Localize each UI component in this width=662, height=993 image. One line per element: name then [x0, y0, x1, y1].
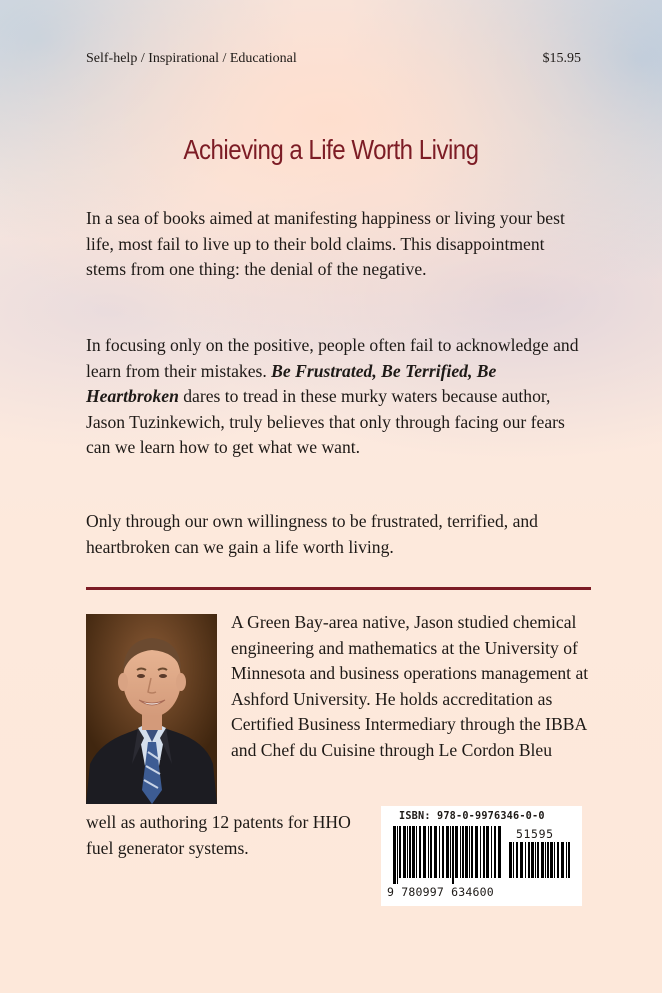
barcode-bar: [439, 826, 440, 878]
price-label: $15.95: [542, 51, 581, 66]
section-divider: [86, 587, 591, 590]
barcode-bar: [547, 842, 549, 878]
barcode-bar: [541, 842, 544, 878]
barcode-bar: [434, 826, 437, 878]
barcode-bar: [520, 842, 523, 878]
barcode-bar: [462, 826, 464, 878]
barcode-bar: [535, 842, 536, 878]
author-bio-continued: well as authoring 12 patents for HHO fuel generator systems.: [86, 812, 351, 858]
barcode-bar: [419, 826, 421, 878]
author-photo: [86, 614, 217, 804]
blurb-paragraph-2-end: dares to tread in these murky waters because author, Jason Tuzinkewich, truly believes that only through facing our fears can we learn how to get what we want.: [86, 386, 565, 457]
barcode-bar: [423, 826, 426, 878]
barcode-bar: [491, 826, 492, 878]
barcode-bar: [471, 826, 473, 878]
genre-label: Self-help / Inspirational / Educational: [86, 51, 297, 66]
barcode-bar: [561, 842, 564, 878]
barcode-bar: [557, 842, 559, 878]
barcode-bar: [397, 826, 398, 884]
barcode-bar: [509, 842, 512, 878]
barcode-bar: [475, 826, 478, 878]
barcode-bar: [428, 826, 429, 878]
barcode-bar: [486, 826, 489, 878]
ean-number: 9 780997 634600: [387, 885, 494, 899]
barcode-bar: [545, 842, 546, 878]
barcode-bar: [442, 826, 444, 878]
barcode-bar: [498, 826, 501, 878]
barcode-bar: [452, 826, 454, 884]
barcode-bar: [455, 826, 458, 878]
barcode-bar: [403, 826, 406, 878]
book-title-emphasis: Be Frustrated, Be Terrified, Be Heartbroken: [86, 360, 497, 406]
blurb-paragraph-2: [86, 333, 586, 461]
barcode-bar: [483, 826, 485, 878]
barcode-bar: [513, 842, 514, 878]
addon-barcode-icon: [509, 842, 573, 884]
barcode-bar: [554, 842, 555, 878]
book-title-heading: Achieving a Life Worth Living: [183, 134, 479, 165]
barcode-bar: [409, 826, 411, 878]
barcode-icon: [393, 826, 503, 884]
barcode-bar: [516, 842, 518, 878]
barcode-bar: [531, 842, 534, 878]
barcode-bar: [469, 826, 470, 878]
author-bio: A Green Bay-area native, Jason studied chemical engineering and mathematics at the University of Minnesota and business operations management at Ashford University. He holds accreditation as Certified Business Intermediary through the IBBA and Chef du Cuisine through Le Cordon Bleu: [231, 612, 589, 760]
barcode-bar: [407, 826, 408, 878]
barcode-bar: [494, 826, 496, 878]
barcode-bar: [412, 826, 415, 878]
blurb-paragraph-1: In a sea of books aimed at manifesting happiness or living your best life, most fail to live up to their bold claims. This disappointment stems from one thing: the denial of the negative.: [86, 208, 565, 279]
barcode-bar: [430, 826, 432, 878]
barcode-bar: [450, 826, 451, 878]
price-addon-number: 51595: [516, 827, 554, 841]
isbn-label: ISBN: 978-0-9976346-0-0: [399, 811, 545, 822]
author-portrait-illustration: [86, 614, 217, 804]
barcode-bar: [566, 842, 567, 878]
barcode-bar: [460, 826, 461, 878]
barcode-bar: [550, 842, 553, 878]
barcode-bar: [525, 842, 526, 878]
blurb-paragraph-3: Only through our own willingness to be frustrated, terrified, and heartbroken can we gain a life worth living.: [86, 511, 538, 557]
barcode-bar: [416, 826, 417, 878]
barcode-bar: [537, 842, 539, 878]
barcode-bar: [465, 826, 468, 878]
blurb-paragraph-2-start: In focusing only on the positive, people often fail to acknowledge and learn from their mistakes.: [86, 335, 579, 381]
barcode-bar: [568, 842, 570, 878]
barcode-bar: [480, 826, 481, 878]
barcode-bar: [446, 826, 449, 878]
barcode-bar: [528, 842, 530, 878]
barcode-bar: [399, 826, 401, 878]
barcode-bar: [393, 826, 396, 884]
